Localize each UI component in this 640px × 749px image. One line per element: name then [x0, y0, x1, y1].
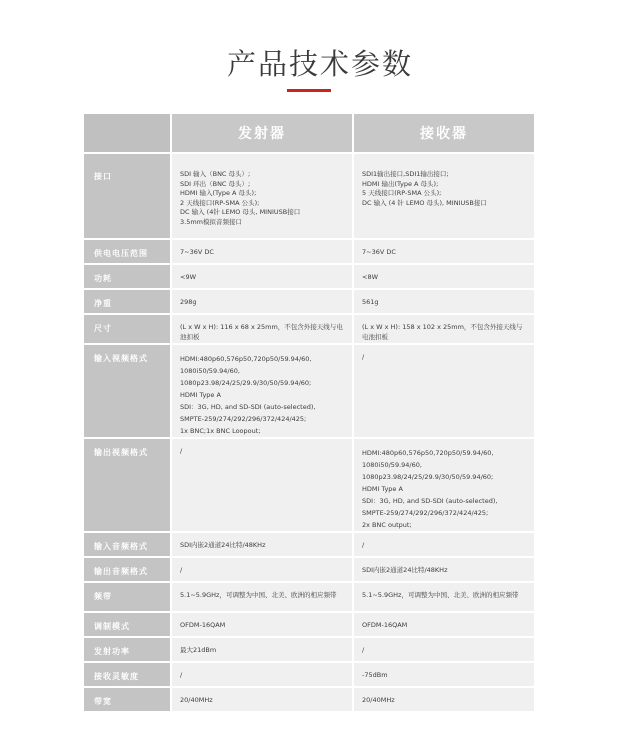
header-corner	[84, 114, 170, 154]
row-label-bandwidth: 带宽	[84, 688, 170, 713]
table-row	[84, 315, 534, 345]
row-label-output-video: 输出视频格式	[84, 439, 170, 533]
table-row	[84, 345, 534, 439]
tx-power: <9W	[170, 265, 352, 290]
table-row	[84, 290, 534, 315]
rx-input-audio: /	[352, 533, 534, 558]
row-label-input-video: 输入视频格式	[84, 345, 170, 439]
rx-size: (L x W x H): 158 x 102 x 25mm，不包含外接天线与电池扣板	[352, 315, 534, 345]
tx-weight: 298g	[170, 290, 352, 315]
row-label-input-audio: 输入音频格式	[84, 533, 170, 558]
tx-band: 5.1~5.9GHz，可调整为中国、北美、欧洲的相应频带	[170, 583, 352, 613]
rx-power: <8W	[352, 265, 534, 290]
row-label-voltage: 供电电压范围	[84, 240, 170, 265]
rx-input-video: /	[352, 345, 534, 439]
rx-weight: 561g	[352, 290, 534, 315]
tx-modulation: OFDM-16QAM	[170, 613, 352, 638]
tx-interface: SDI 输入（BNC 母头）; SDI 环出（BNC 母头）; HDMI 输入(Type A 母头); 2 天线接口(RP-SMA 公头); DC 输入 (4针 LEMO 母头, MINIUSB接口 3.5mm模拟音频接口	[170, 154, 352, 240]
rx-interface: SDI1输出接口,SDI1输出接口; HDMI 输出(Type A 母头); 5 天线接口(RP-SMA 公头); DC 输入 (4 针 LEMO 母头), MINIUSB接口	[352, 154, 534, 240]
table-row	[84, 533, 534, 558]
row-label-size: 尺寸	[84, 315, 170, 345]
row-label-band: 频带	[84, 583, 170, 613]
row-label-weight: 净重	[84, 290, 170, 315]
rx-bandwidth: 20/40MHz	[352, 688, 534, 713]
table-row	[84, 688, 534, 713]
table-row	[84, 613, 534, 638]
rx-tx-power: /	[352, 638, 534, 663]
rx-voltage: 7~36V DC	[352, 240, 534, 265]
rx-modulation: OFDM-16QAM	[352, 613, 534, 638]
row-label-power: 功耗	[84, 265, 170, 290]
tx-bandwidth: 20/40MHz	[170, 688, 352, 713]
rx-sensitivity: -75dBm	[352, 663, 534, 688]
spec-table	[84, 114, 534, 713]
tx-output-audio: /	[170, 558, 352, 583]
row-label-sensitivity: 接收灵敏度	[84, 663, 170, 688]
tx-input-audio: SDI内嵌2通道24比特/48KHz	[170, 533, 352, 558]
row-label-modulation: 调制模式	[84, 613, 170, 638]
table-header-row	[84, 114, 534, 154]
table-row	[84, 439, 534, 533]
tx-input-video: HDMI:480p60,576p50,720p50/59.94/60, 1080i50/59.94/60, 1080p23.98/24/25/29.9/30/50/59.94/60; HDMI Type A SDI：3G, HD, and SD-SDI (auto-selected), SMPTE-259/274/292/296/372/424/425; 1x BNC;1x BNC Loopout;	[170, 345, 352, 439]
tx-sensitivity: /	[170, 663, 352, 688]
tx-voltage: 7~36V DC	[170, 240, 352, 265]
table-row	[84, 583, 534, 613]
table-row	[84, 154, 534, 240]
table-row	[84, 265, 534, 290]
rx-output-video: HDMI:480p60,576p50,720p50/59.94/60, 1080i50/59.94/60, 1080p23.98/24/25/29.9/30/50/59.94/60; HDMI Type A SDI：3G, HD, and SD-SDI (auto-selected), SMPTE-259/274/292/296/372/424/425; 2x BNC output;	[352, 439, 534, 533]
row-label-output-audio: 输出音频格式	[84, 558, 170, 583]
tx-size: (L x W x H): 116 x 68 x 25mm，不包含外接天线与电池扣板	[170, 315, 352, 345]
tx-tx-power: 最大21dBm	[170, 638, 352, 663]
page-title: 产品技术参数	[226, 47, 413, 81]
title-underline	[287, 89, 331, 92]
rx-output-audio: SDI内嵌2通道24比特/48KHz	[352, 558, 534, 583]
table-row	[84, 663, 534, 688]
table-row	[84, 638, 534, 663]
table-row	[84, 558, 534, 583]
rx-band: 5.1~5.9GHz，可调整为中国、北美、欧洲的相应频带	[352, 583, 534, 613]
row-label-interface: 接口	[84, 154, 170, 240]
header-receiver: 接收器	[352, 114, 534, 154]
table-row	[84, 240, 534, 265]
row-label-tx-power: 发射功率	[84, 638, 170, 663]
header-transmitter: 发射器	[170, 114, 352, 154]
tx-output-video: /	[170, 439, 352, 533]
